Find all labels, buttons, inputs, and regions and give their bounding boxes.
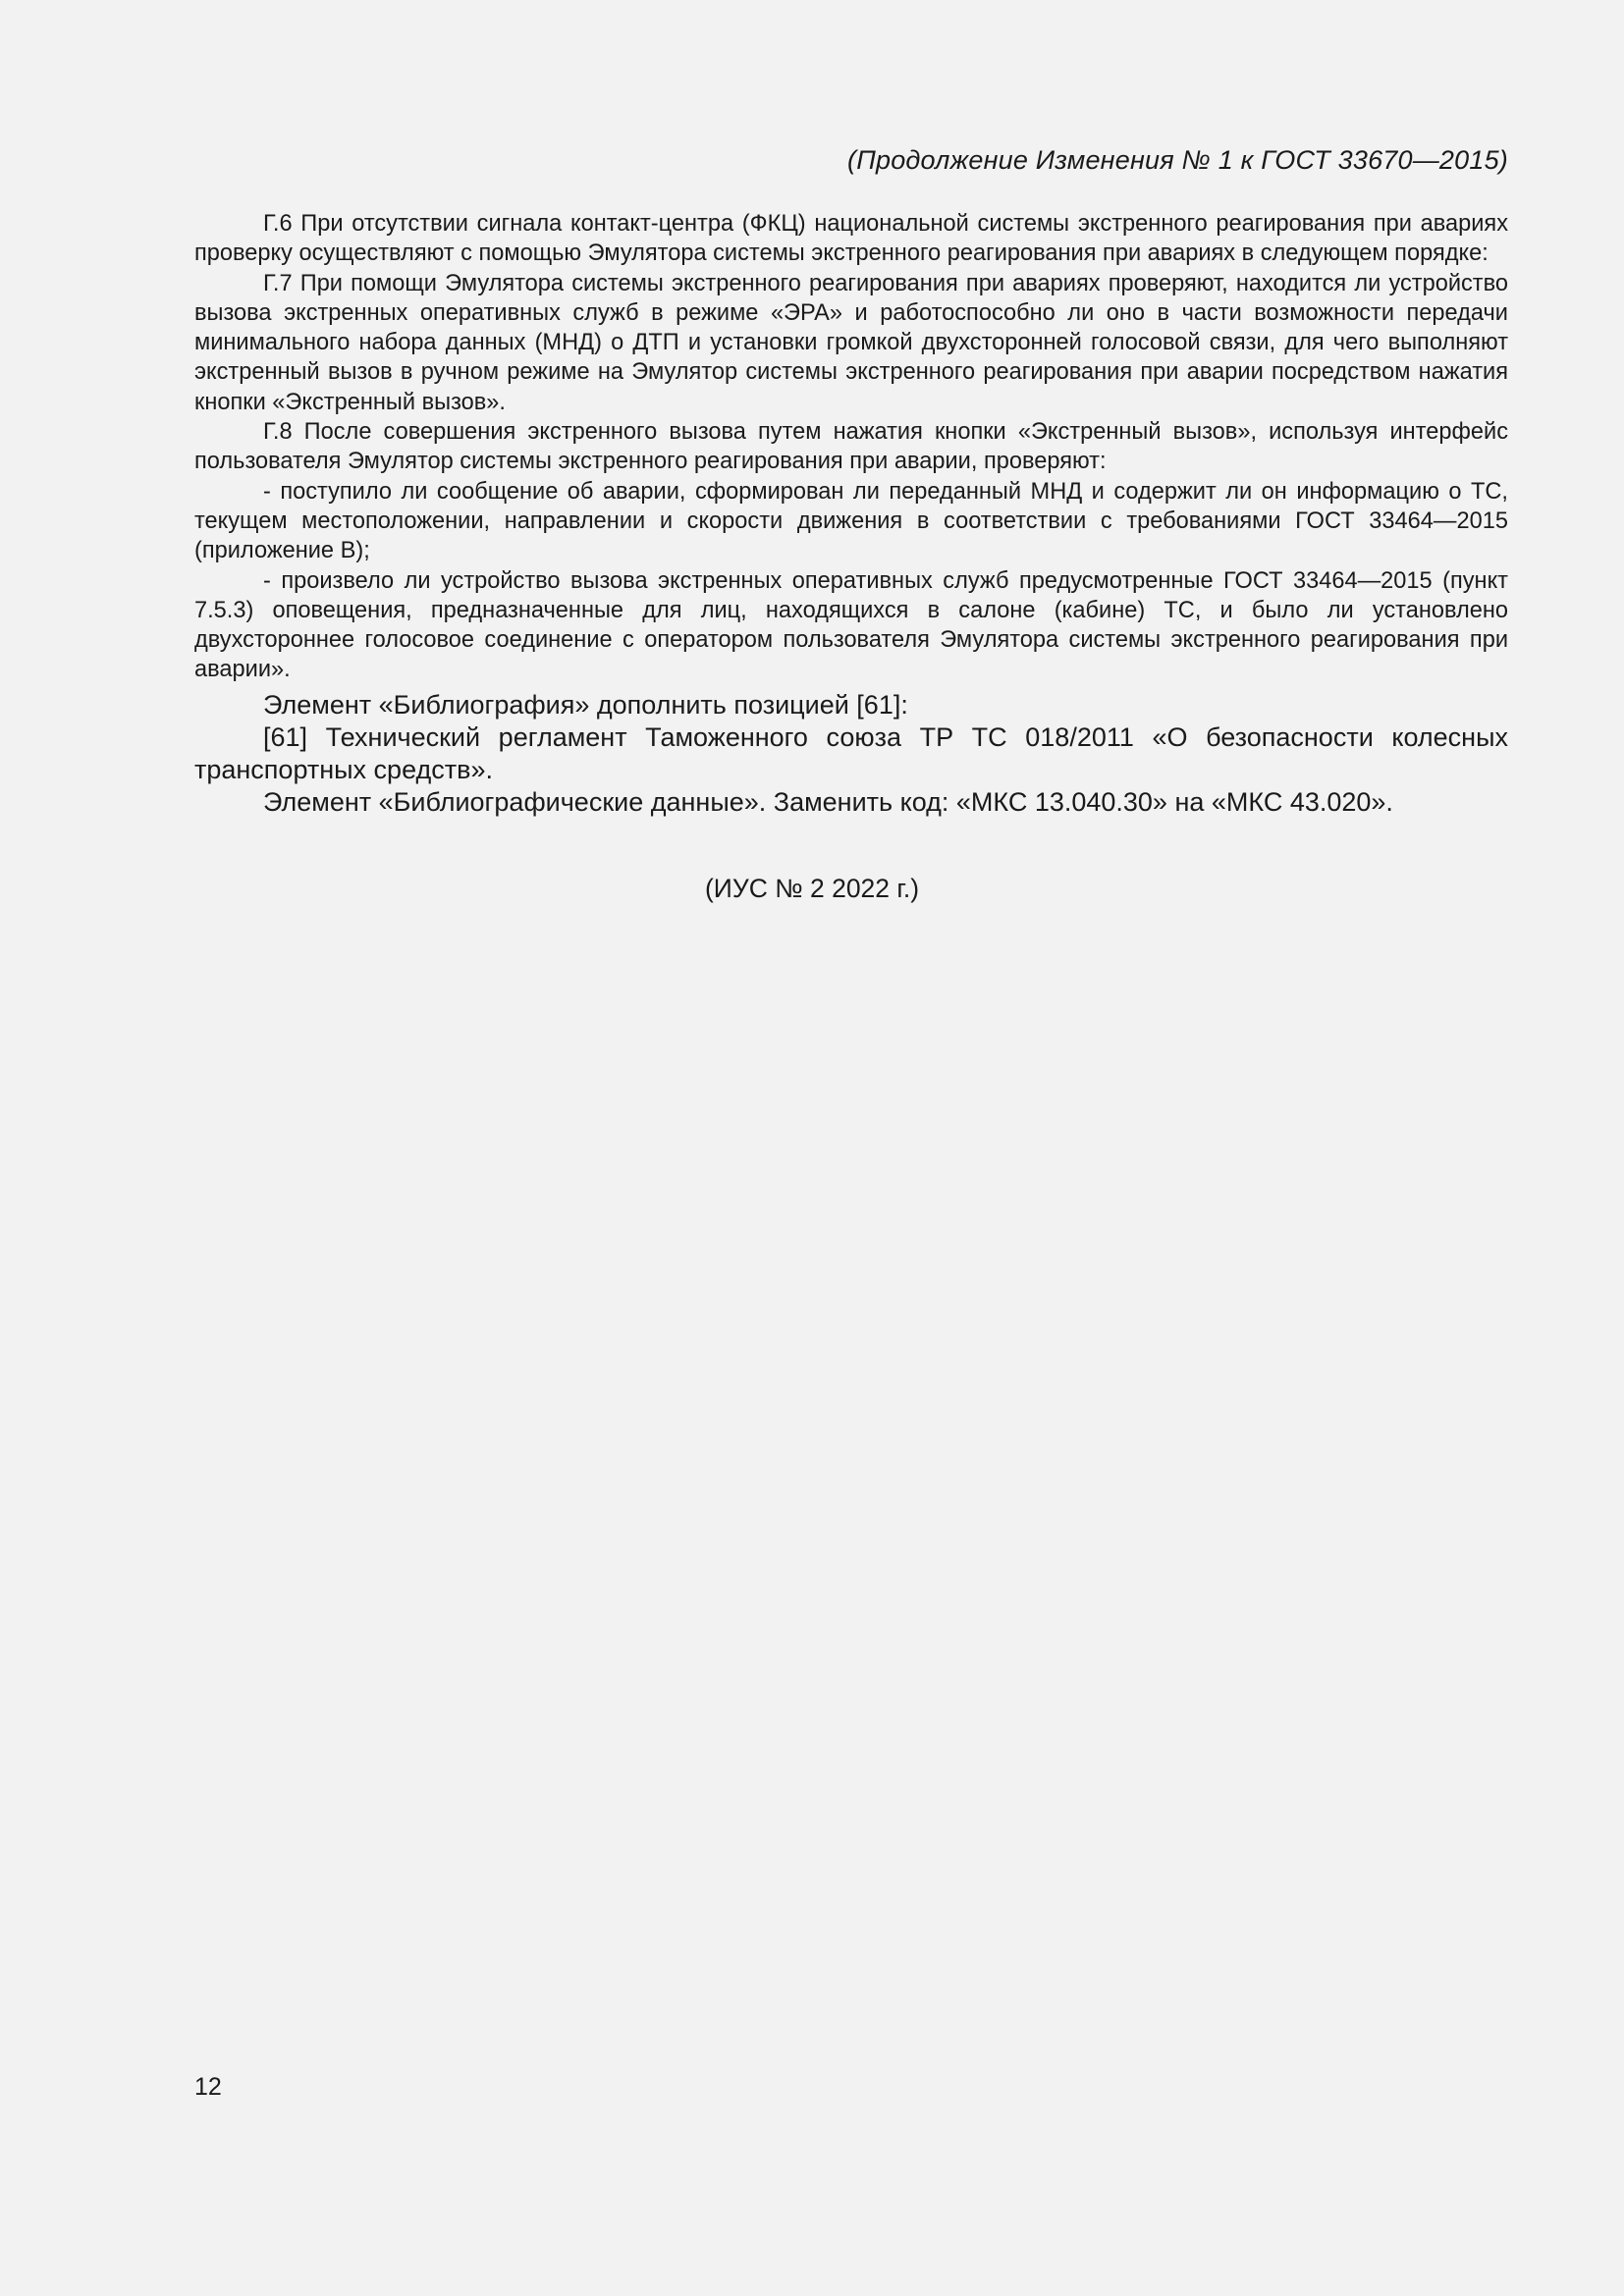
- paragraph-g8: Г.8 После совершения экстренного вызова путем нажатия кнопки «Экстренный вызов», используя интерфейс пользователя Эмулятор системы экстренного реагирования при аварии, проверяют:: [194, 419, 1508, 475]
- paragraph-g8-item-1: - поступило ли сообщение об аварии, сформирован ли переданный МНД и содержит ли он информацию о ТС, текущем местоположении, направлении и скорости движения в соответствии с требованиями ГОСТ 33464—2015 (приложение В);: [194, 478, 1508, 564]
- amendment-bibliography: Элемент «Библиография» дополнить позицией [61]:: [263, 689, 908, 720]
- paragraph-g7: Г.7 При помощи Эмулятора системы экстренного реагирования при авариях проверяют, находится ли устройство вызова экстренных оперативных служб в режиме «ЭРА» и работоспособно ли оно в части возможности передачи минимального набора данных (МНД) о ДТП и установки громкой двухсторонней голосовой связи, для чего выполняют экстренный вызов в ручном режиме на Эмулятор системы экстренного реагирования при аварии посредством нажатия кнопки «Экстренный вызов».: [194, 270, 1508, 415]
- amendment-bibliographic-data: Элемент «Библиографические данные». Заменить код: «МКС 13.040.30» на «МКС 43.020».: [263, 786, 1393, 817]
- paragraph-g8-item-2: - произвело ли устройство вызова экстренных оперативных служб предусмотренные ГОСТ 33464—2015 (пункт 7.5.3) оповещения, предназначенные для лиц, находящихся в салоне (кабине) ТС, и было ли установлено двухстороннее голосовое соединение с оператором пользователя Эмулятора системы экстренного реагирования при аварии».: [194, 567, 1508, 683]
- page-number: 12: [194, 2073, 222, 2101]
- paragraph-g6: Г.6 При отсутствии сигнала контакт-центра (ФКЦ) национальной системы экстренного реагирования при авариях проверку осуществляют с помощью Эмулятора системы экстренного реагирования при авариях в следующем порядке:: [194, 211, 1508, 267]
- ius-reference: (ИУС № 2 2022 г.): [704, 874, 920, 903]
- continuation-header: (Продолжение Изменения № 1 к ГОСТ 33670—2015): [847, 145, 1508, 175]
- document-body: [194, 209, 1508, 819]
- amendment-reference-61: [61] Технический регламент Таможенного союза ТР ТС 018/2011 «О безопасности колесных транспортных средств».: [194, 721, 1508, 784]
